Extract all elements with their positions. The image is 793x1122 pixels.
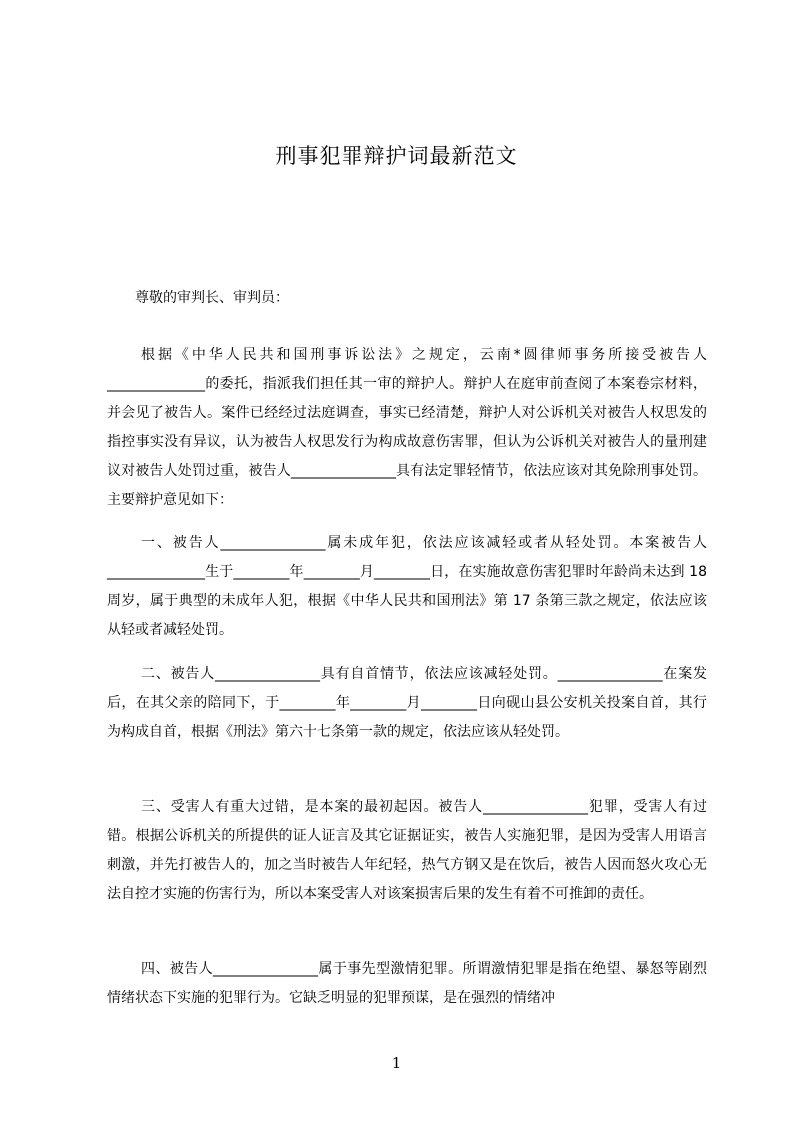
document-title: 刑事犯罪辩护词最新范文 (275, 144, 518, 168)
paragraph-point-1: 一、被告人_______________属未成年犯，依法应该减轻或者从轻处罚。本案被告人______________生于________年________月________日，在实施故意伤害犯罪时年龄尚未达到 18 周岁，属于典型的未成年人犯，根据《中华人民共和国刑法》第 17 条第三款之规定，依法应该从轻或者减轻处罚。 (107, 535, 707, 638)
page-number: 1 (391, 1054, 402, 1072)
paragraph-point-4: 四、被告人_______________属于事先型激情犯罪。所谓激情犯罪是指在绝望、暴怒等剧烈情绪状态下实施的犯罪行为。它缺乏明显的犯罪预谋，是在强烈的情绪冲 (107, 961, 707, 1006)
salutation: 尊敬的审判长、审判员： (135, 290, 289, 306)
paragraph-point-3: 三、受害人有重大过错，是本案的最初起因。被告人_______________犯罪，受害人有过错。根据公诉机关的所提供的证人证言及其它证据证实，被告人实施犯罪，是因为受害人用语言刺激，并先打被告人的，加之当时被告人年纪轻，热气方钢又是在饮后，被告人因而怒火攻心无法自控才实施的伤害行为，所以本案受害人对该案损害后果的发生有着不可推卸的责任。 (107, 799, 707, 902)
paragraph-point-2: 二、被告人_______________具有自首情节，依法应该减轻处罚。_______________在案发后，在其父亲的陪同下，于________年________月________日向砚山县公安机关投案自首，其行为构成自首，根据《刑法》第六十七条第一款的规定，依法应该从轻处罚。 (107, 666, 707, 740)
paragraph-intro: 根据《中华人民共和国刑事诉讼法》之规定，云南*圆律师事务所接受被告人______________的委托，指派我们担任其一审的辩护人。辩护人在庭审前查阅了本案卷宗材料，并会见了被告人。案件已经经过法庭调查，事实已经清楚，辩护人对公诉机关对被告人权思发的指控事实没有异议，认为被告人权思发行为构成故意伤害罪，但认为公诉机关对被告人的量刑建议对被告人处罚过重，被告人_______________具有法定罪轻情节，依法应该对其免除刑事处罚。主要辩护意见如下： (107, 347, 707, 508)
